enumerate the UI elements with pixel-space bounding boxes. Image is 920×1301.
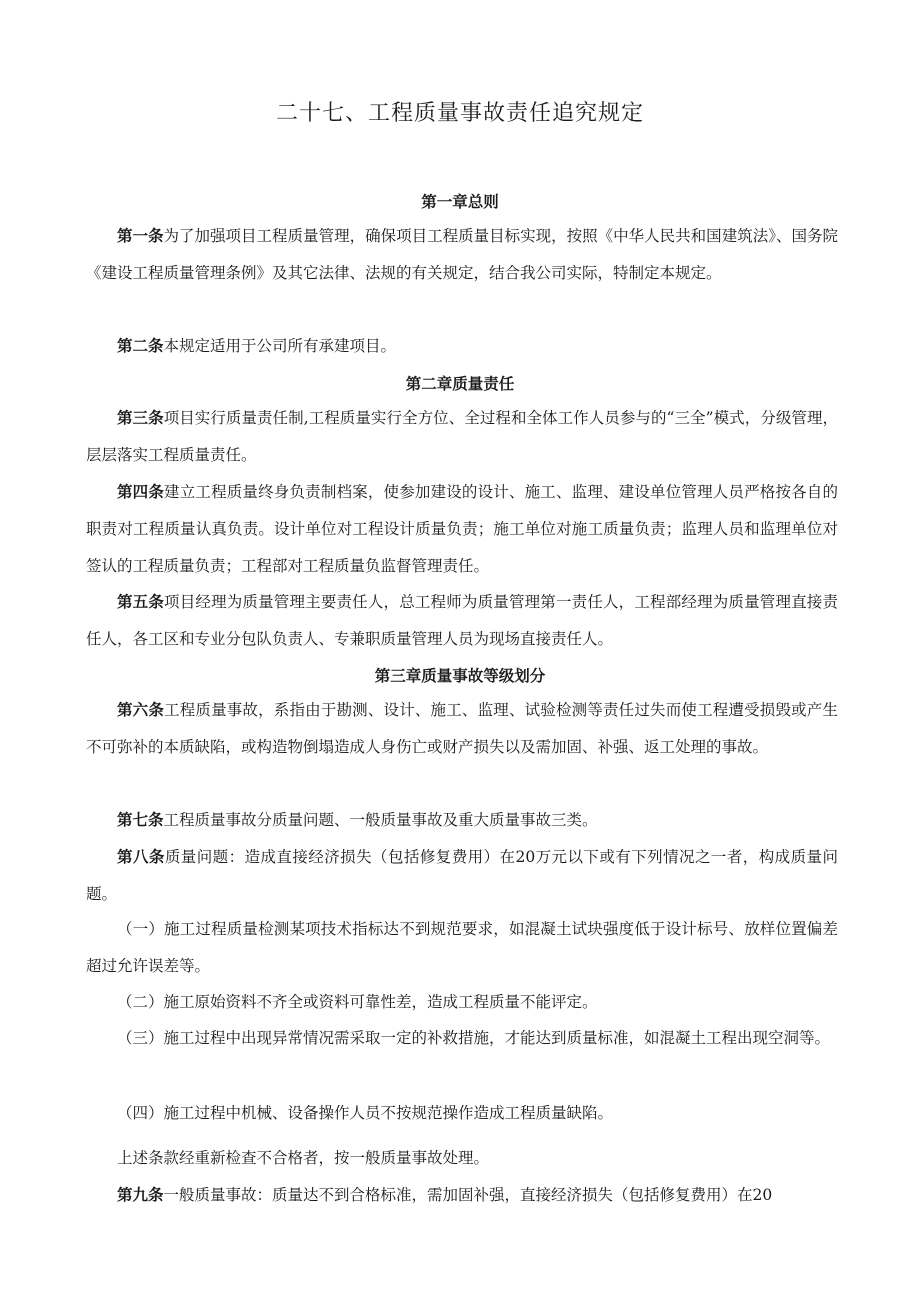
article-8-text: 质量问题：造成直接经济损失（包括修复费用）在20万元以下或有下列情况之一者，构成质量问题。: [86, 848, 838, 903]
article-7-text: 工程质量事故分质量问题、一般质量事故及重大质量事故三类。: [163, 811, 598, 829]
list-item: （一）施工过程质量检测某项技术指标达不到规范要求，如混凝土试块强度低于设计标号、放样位置偏差超过允许误差等。: [86, 920, 838, 975]
article-9-label: 第九条: [117, 1186, 164, 1204]
article-2-text: 本规定适用于公司所有承建项目。: [163, 337, 397, 355]
article-7-label: 第七条: [117, 811, 164, 829]
article-5-label: 第五条: [117, 593, 165, 611]
article-9: [86, 1177, 838, 1214]
article-3: [86, 400, 838, 474]
article-4-label: 第四条: [117, 483, 165, 501]
chapter-1-heading: 第一章总则: [421, 193, 499, 211]
chapter-2-heading: 第二章质量责任: [405, 375, 515, 393]
article-6-text: 工程质量事故，系指由于勘测、设计、施工、监理、试验检测等责任过失而使工程遭受损毁或产生不可弥补的本质缺陷，或构造物倒塌造成人身伤亡或财产损失以及需加固、补强、返工处理的事故。: [86, 701, 838, 756]
note-paragraph: 上述条款经重新检查不合格者，按一般质量事故处理。: [117, 1149, 490, 1167]
article-2-label: 第二条: [117, 337, 164, 355]
article-4: [86, 474, 838, 585]
article-8-label: 第八条: [117, 848, 165, 866]
article-5-text: 项目经理为质量管理主要责任人，总工程师为质量管理第一责任人，工程部经理为质量管理直接责任人，各工区和专业分包队负责人、专兼职质量管理人员为现场直接责任人。: [86, 593, 838, 648]
article-8: [86, 839, 838, 913]
article-6: [86, 692, 838, 766]
article-3-text: 项目实行质量责任制,工程质量实行全方位、全过程和全体工作人员参与的“三全”模式，分级管理，层层落实工程质量责任。: [86, 409, 838, 464]
article-6-label: 第六条: [117, 701, 165, 719]
article-7: [86, 802, 838, 839]
list-item: （四）施工过程中机械、设备操作人员不按规范操作造成工程质量缺陷。: [117, 1104, 614, 1122]
article-1-label: 第一条: [117, 227, 164, 245]
article-4-text: 建立工程质量终身负责制档案，使参加建设的设计、施工、监理、建设单位管理人员严格按各自的职责对工程质量认真负责。设计单位对工程设计质量负责；施工单位对施工质量负责；监理人员和监理单位对签认的工程质量负责；工程部对工程质量负监督管理责任。: [86, 483, 838, 575]
article-9-text: 一般质量事故：质量达不到合格标准，需加固补强，直接经济损失（包括修复费用）在20: [163, 1186, 773, 1204]
article-2: [86, 328, 838, 365]
article-1-text: 为了加强项目工程质量管理，确保项目工程质量目标实现，按照《中华人民共和国建筑法》、国务院《建设工程质量管理条例》及其它法律、法规的有关规定，结合我公司实际，特制定本规定。: [86, 227, 838, 282]
article-1: [86, 218, 838, 292]
chapter-3-heading: 第三章质量事故等级划分: [374, 667, 546, 685]
article-3-label: 第三条: [117, 409, 164, 427]
document-title: 二十七、工程质量事故责任追究规定: [275, 101, 644, 126]
list-item: （二）施工原始资料不齐全或资料可靠性差，造成工程质量不能评定。: [117, 993, 598, 1011]
list-item: （三）施工过程中出现异常情况需采取一定的补救措施，才能达到质量标准，如混凝土工程出现空洞等。: [117, 1029, 831, 1047]
article-5: [86, 584, 838, 658]
